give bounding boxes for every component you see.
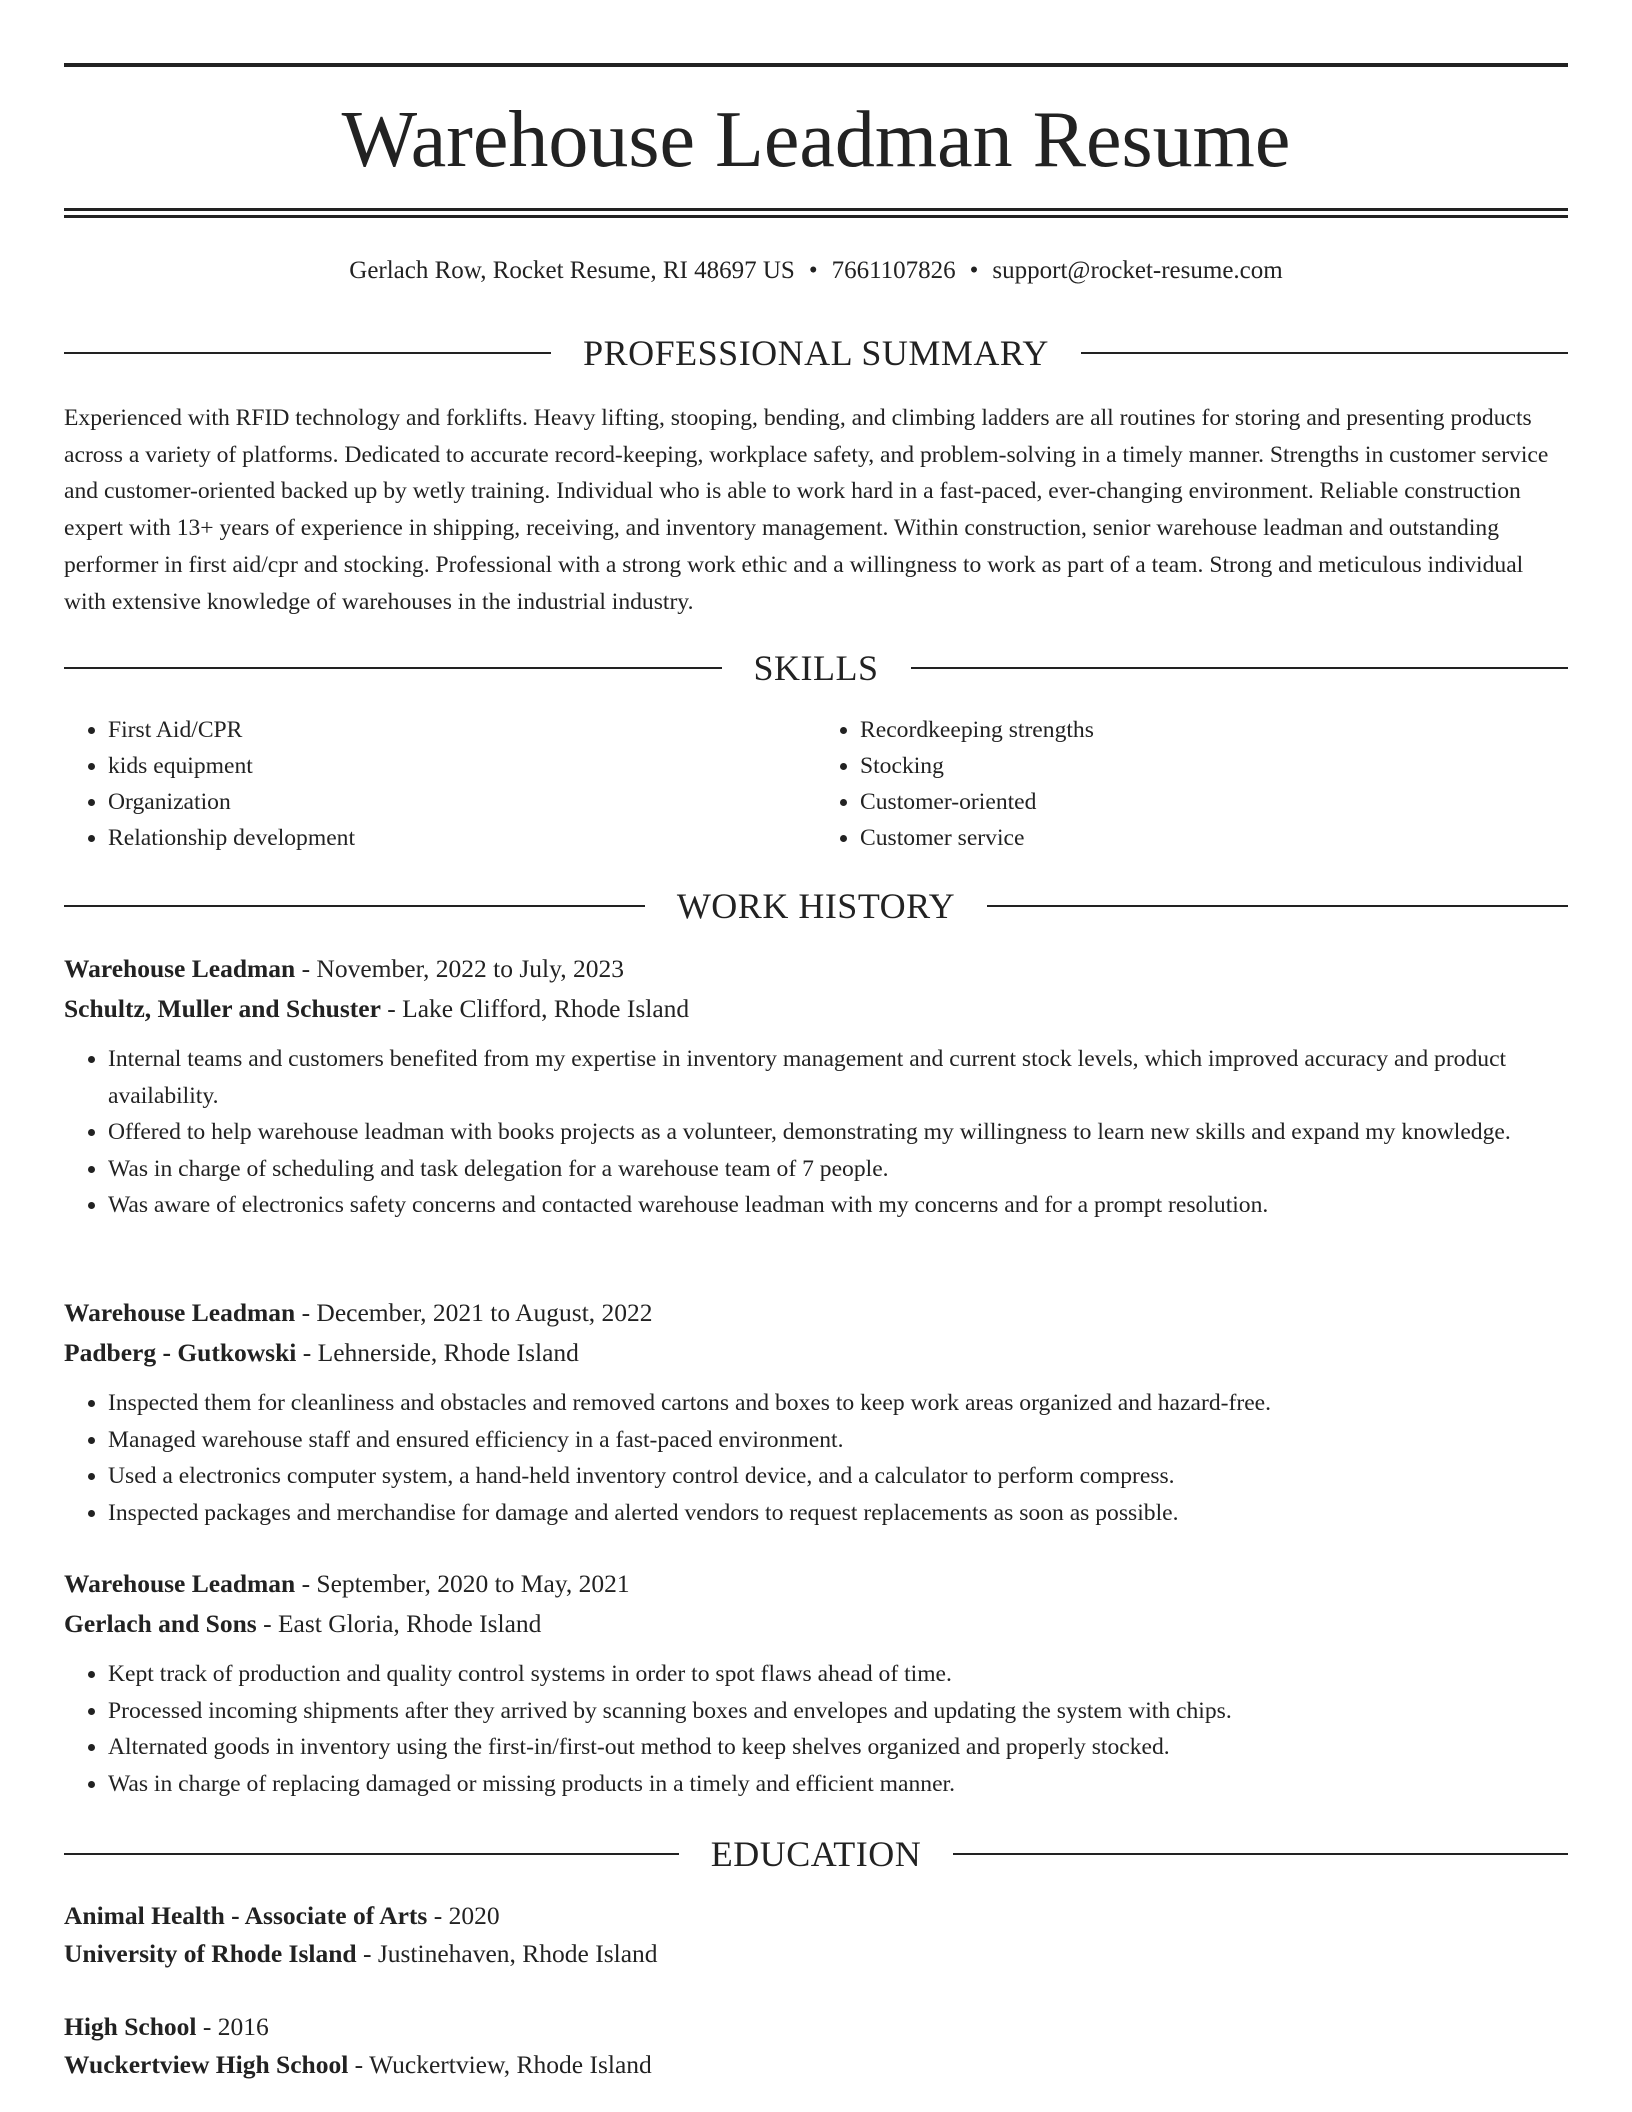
job-bullet: • Alternated goods in inventory using the first-in/first-out method to keep shelves organized and properly stocked. <box>108 1729 1568 1766</box>
education-school-line <box>64 2046 1568 2084</box>
contact-separator: • <box>969 257 979 284</box>
job-company: Padberg - Gutkowski <box>64 1338 297 1367</box>
job-bullets <box>64 1041 1568 1224</box>
skills-column-right <box>816 712 1568 856</box>
top-rule <box>64 63 1568 67</box>
contact-separator: • <box>808 257 818 284</box>
heading-rule-right <box>1081 352 1568 354</box>
job-title-line <box>64 1293 1568 1333</box>
job-title-line <box>64 949 1568 989</box>
job-title: Warehouse Leadman <box>64 1569 296 1598</box>
job-bullet: • Was aware of electronics safety concerns and contacted warehouse leadman with my concerns and for a prompt resolution. <box>108 1187 1568 1224</box>
summary-heading <box>64 331 1568 375</box>
skill-item: • Organization <box>108 784 816 820</box>
work-heading <box>64 884 1568 928</box>
summary-text: Experienced with RFID technology and forklifts. Heavy lifting, stooping, bending, and climbing ladders are all routines for storing and presenting products across a variety of platforms. Dedicated to accurate record-keeping, workplace safety, and problem-solving in a timely manner. Strengths in customer service and customer-oriented backed up by wetly training. Individual who is able to work hard in a fast-paced, ever-changing environment. Reliable construction expert with 13+ years of experience in shipping, receiving, and inventory management. Within construction, senior warehouse leadman and outstanding performer in first aid/cpr and stocking. Professional with a strong work ethic and a willingness to work as part of a team. Strong and meticulous individual with extensive knowledge of warehouses in the industrial industry. <box>64 405 1549 615</box>
education-year: - 2020 <box>427 1901 500 1930</box>
job-entry <box>64 1293 1568 1531</box>
education-location: - Justinehaven, Rhode Island <box>356 1939 658 1968</box>
education-degree-line <box>64 2008 1568 2046</box>
heading-rule-left <box>64 905 645 907</box>
job-bullet: • Internal teams and customers benefited from my expertise in inventory management and current stock levels, which improved accuracy and product availability. <box>108 1041 1568 1114</box>
job-bullet: • Processed incoming shipments after they arrived by scanning boxes and envelopes and updating the system with chips. <box>108 1693 1568 1730</box>
job-company-line <box>64 989 1568 1029</box>
job-bullet: • Managed warehouse staff and ensured efficiency in a fast-paced environment. <box>108 1422 1568 1459</box>
job-title: Warehouse Leadman <box>64 954 296 983</box>
education-degree: High School <box>64 2012 197 2041</box>
work-heading-label: WORK HISTORY <box>676 886 956 926</box>
job-company-line <box>64 1604 1568 1644</box>
job-bullet: • Kept track of production and quality control systems in order to spot flaws ahead of time. <box>108 1656 1568 1693</box>
job-entry <box>64 1564 1568 1802</box>
education-heading <box>64 1832 1568 1876</box>
skills-heading <box>64 646 1568 690</box>
job-bullet: • Was in charge of replacing damaged or missing products in a timely and efficient manner. <box>108 1766 1568 1803</box>
job-location: - Lake Clifford, Rhode Island <box>380 994 690 1023</box>
skill-item: • First Aid/CPR <box>108 712 816 748</box>
job-bullet: • Used a electronics computer system, a hand-held inventory control device, and a calculator to perform compress. <box>108 1458 1568 1495</box>
job-dates: - November, 2022 to July, 2023 <box>295 954 624 983</box>
job-bullets <box>64 1656 1568 1802</box>
skill-item: • kids equipment <box>108 748 816 784</box>
skills-heading-label: SKILLS <box>753 648 879 688</box>
job-bullet: • Offered to help warehouse leadman with books projects as a volunteer, demonstrating my willingness to learn new skills and expand my knowledge. <box>108 1114 1568 1151</box>
education-school: University of Rhode Island <box>64 1939 357 1968</box>
skill-item: • Customer-oriented <box>860 784 1568 820</box>
job-entry <box>64 949 1568 1224</box>
education-location: - Wuckertview, Rhode Island <box>348 2050 652 2079</box>
heading-rule-left <box>64 1853 679 1855</box>
education-entry <box>64 2008 1568 2084</box>
job-company: Gerlach and Sons <box>64 1609 257 1638</box>
heading-rule-right <box>911 667 1569 669</box>
job-company: Schultz, Muller and Schuster <box>64 994 381 1023</box>
contact-email: support@rocket-resume.com <box>992 257 1283 284</box>
skill-item: • Customer service <box>860 820 1568 856</box>
education-year: - 2016 <box>196 2012 269 2041</box>
education-school: Wuckertview High School <box>64 2050 349 2079</box>
summary-heading-label: PROFESSIONAL SUMMARY <box>583 333 1049 373</box>
job-title-line <box>64 1564 1568 1604</box>
skill-item: • Recordkeeping strengths <box>860 712 1568 748</box>
job-location: - East Gloria, Rhode Island <box>256 1609 542 1638</box>
job-company-line <box>64 1333 1568 1373</box>
education-heading-label: EDUCATION <box>710 1834 922 1874</box>
education-degree-line <box>64 1897 1568 1935</box>
job-bullets <box>64 1385 1568 1531</box>
resume-title: Warehouse Leadman Resume <box>341 96 1291 184</box>
heading-rule-left <box>64 352 551 354</box>
education-entry <box>64 1897 1568 1973</box>
education-degree: Animal Health - Associate of Arts <box>64 1901 428 1930</box>
contact-line <box>64 254 1568 288</box>
skill-item: • Relationship development <box>108 820 816 856</box>
job-bullet: • Inspected them for cleanliness and obstacles and removed cartons and boxes to keep work areas organized and hazard-free. <box>108 1385 1568 1422</box>
heading-rule-right <box>987 905 1568 907</box>
job-bullet: • Inspected packages and merchandise for damage and alerted vendors to request replacements as soon as possible. <box>108 1495 1568 1532</box>
skills-column-left <box>64 712 816 856</box>
heading-rule-right <box>953 1853 1568 1855</box>
heading-rule-left <box>64 667 722 669</box>
job-dates: - September, 2020 to May, 2021 <box>295 1569 630 1598</box>
job-dates: - December, 2021 to August, 2022 <box>295 1298 653 1327</box>
contact-address: Gerlach Row, Rocket Resume, RI 48697 US <box>349 257 795 284</box>
job-bullet: • Was in charge of scheduling and task delegation for a warehouse team of 7 people. <box>108 1151 1568 1188</box>
job-title: Warehouse Leadman <box>64 1298 296 1327</box>
skills-list <box>64 712 1568 856</box>
skill-item: • Stocking <box>860 748 1568 784</box>
education-school-line <box>64 1935 1568 1973</box>
title-double-rule <box>64 208 1568 218</box>
contact-phone: 7661107826 <box>831 257 956 284</box>
job-location: - Lehnerside, Rhode Island <box>296 1338 579 1367</box>
